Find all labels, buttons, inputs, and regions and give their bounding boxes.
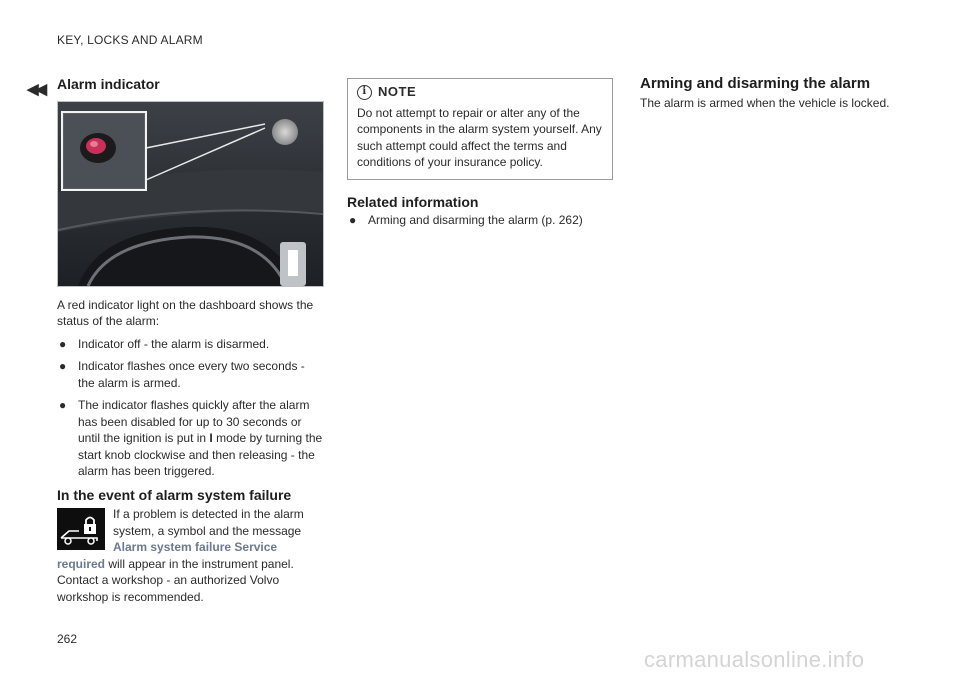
alarm-indicator-title: Alarm indicator <box>57 76 160 92</box>
arming-title: Arming and disarming the alarm <box>640 75 871 92</box>
ignition-mode: I <box>209 431 213 445</box>
column-arming <box>640 76 930 111</box>
column-alarm-indicator <box>57 76 323 605</box>
failure-section <box>57 506 323 605</box>
page-number: 262 <box>57 632 78 646</box>
dashboard-photo <box>57 101 324 287</box>
watermark: carmanualsonline.info <box>644 647 865 672</box>
note-box <box>347 78 613 180</box>
related-list <box>347 212 613 229</box>
bullet-text: mode by turning the start knob clockwise and then releasing - the alarm has been triggered. <box>78 431 323 478</box>
failure-heading: In the event of alarm system failure <box>57 486 292 503</box>
related-title: Related information <box>347 193 479 210</box>
list-item <box>57 336 323 353</box>
vehicle-lock-icon <box>57 508 105 550</box>
bullet-icon: ● <box>349 213 357 227</box>
note-header <box>357 84 603 101</box>
section-header: KEY, LOCKS AND ALARM <box>57 33 203 47</box>
list-item <box>57 358 323 391</box>
back-arrow-icon[interactable]: ◀◀ <box>27 81 45 98</box>
bullet-text: Indicator flashes once every two seconds - the alarm is armed. <box>78 359 305 390</box>
bullet-icon: ● <box>59 336 67 351</box>
bullet-icon: ● <box>59 398 67 412</box>
arming-text: The alarm is armed when the vehicle is locked. <box>640 95 890 110</box>
list-item <box>57 397 323 480</box>
failure-message: Alarm system failure Service required <box>57 540 278 571</box>
column-note <box>347 78 613 229</box>
dashboard-illustration <box>58 102 323 286</box>
related-link[interactable] <box>347 212 613 229</box>
related-link-text[interactable]: Arming and disarming the alarm (p. 262) <box>368 213 583 227</box>
indicator-states-list <box>57 336 323 480</box>
info-icon: i <box>357 85 372 100</box>
bullet-icon: ● <box>59 359 67 373</box>
bullet-text: The indicator flashes quickly after the alarm has been disabled for up to 30 seconds or until the ignition is put in <box>78 398 310 445</box>
failure-text-continued: will appear in the instrument panel. Contact a workshop - an authorized Volvo workshop is recommended. <box>57 556 294 604</box>
note-text: Do not attempt to repair or alter any of the components in the alarm system yourself. Any such attempt could affect the terms and conditions of your insurance policy. <box>357 105 602 169</box>
related-information <box>347 194 613 229</box>
intro-text: A red indicator light on the dashboard shows the status of the alarm: <box>57 297 314 328</box>
bullet-text: Indicator off - the alarm is disarmed. <box>78 336 270 351</box>
failure-text: If a problem is detected in the alarm system, a symbol and the message <box>113 507 304 538</box>
note-title: NOTE <box>378 84 417 99</box>
